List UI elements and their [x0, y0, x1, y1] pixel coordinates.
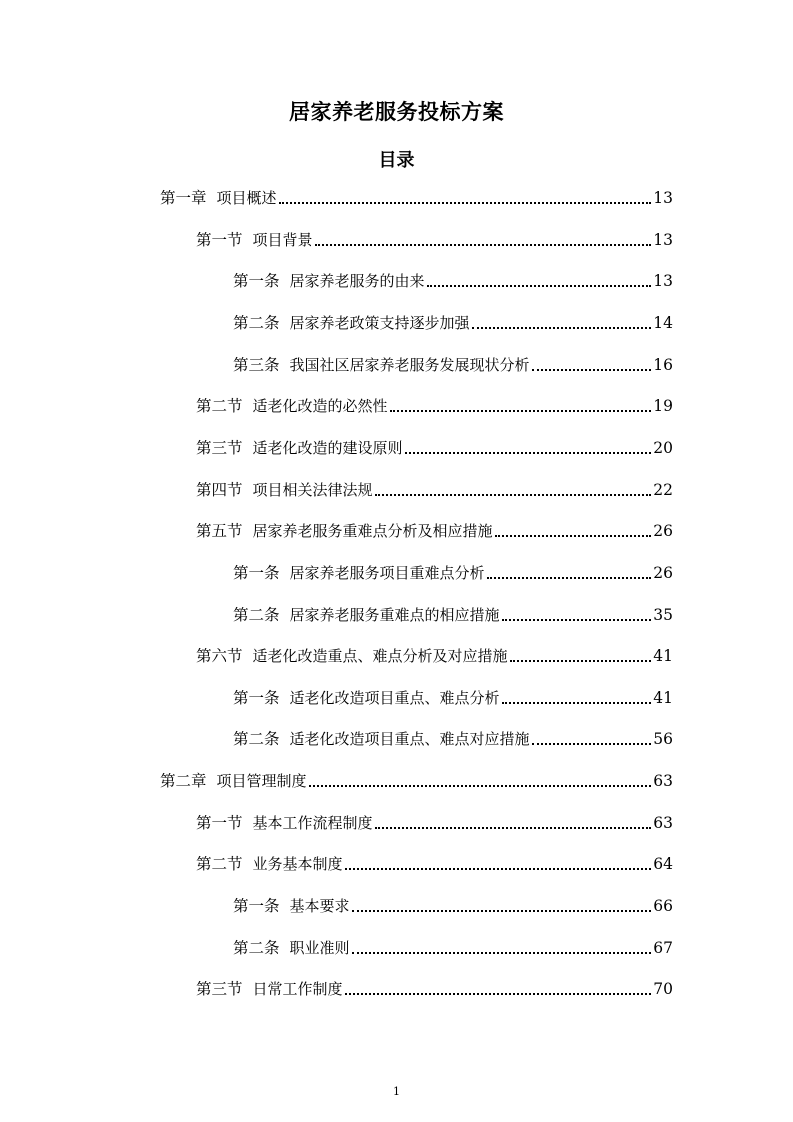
toc-entry-label [196, 645, 508, 667]
toc-entry-title: 居家养老服务项目重难点分析 [289, 564, 485, 582]
toc-entry-page: 22 [653, 481, 673, 499]
toc-dot-leader [390, 410, 652, 412]
toc-entry-page: 26 [653, 522, 673, 540]
toc-entry-title: 业务基本制度 [252, 855, 343, 873]
toc-entry[interactable] [233, 728, 673, 750]
toc-entry-label [160, 187, 277, 209]
toc-dot-leader [309, 785, 652, 787]
toc-entry-page: 64 [653, 855, 673, 873]
toc-entry-number: 第二章 [160, 772, 207, 790]
toc-dot-leader [345, 993, 652, 995]
toc-entry-label [233, 937, 350, 959]
toc-entry[interactable] [160, 770, 673, 792]
toc-dot-leader [502, 619, 652, 621]
toc-entry[interactable] [233, 562, 673, 584]
toc-entry-page: 41 [653, 647, 673, 665]
toc-entry-page: 66 [653, 897, 673, 915]
toc-entry-label [196, 853, 343, 875]
toc-entry-label [233, 270, 425, 292]
toc-entry-label [196, 479, 373, 501]
toc-entry-number: 第二条 [233, 606, 280, 624]
toc-entry[interactable] [233, 937, 673, 959]
toc-entry-page: 19 [653, 397, 673, 415]
toc-entry-label [233, 728, 530, 750]
toc-entry-number: 第一章 [160, 189, 207, 207]
toc-dot-leader [315, 244, 652, 246]
toc-dot-leader [405, 452, 652, 454]
toc-entry-page: 70 [653, 980, 673, 998]
toc-dot-leader [510, 660, 652, 662]
toc-entry[interactable] [233, 312, 673, 334]
toc-entry-number: 第三条 [233, 356, 280, 374]
toc-entry-title: 项目背景 [252, 231, 313, 249]
toc-entry[interactable] [196, 395, 673, 417]
toc-entry-page: 35 [653, 606, 673, 624]
toc-entry-number: 第二条 [233, 939, 280, 957]
toc-entry-page: 13 [653, 272, 673, 290]
toc-dot-leader [352, 952, 652, 954]
toc-entry[interactable] [160, 187, 673, 209]
toc-entry-page: 41 [653, 689, 673, 707]
toc-dot-leader [352, 910, 652, 912]
toc-entry-title: 项目相关法律法规 [252, 481, 373, 499]
toc-entry-label [196, 437, 403, 459]
toc-entry-number: 第五节 [196, 522, 243, 540]
toc-entry-page: 63 [653, 814, 673, 832]
toc-entry-label [233, 354, 530, 376]
toc-entry-title: 适老化改造重点、难点分析及对应措施 [252, 647, 508, 665]
toc-entry-page: 14 [653, 314, 673, 332]
toc-entry-number: 第一条 [233, 272, 280, 290]
toc-entry[interactable] [196, 812, 673, 834]
toc-entry[interactable] [196, 479, 673, 501]
toc-entry-label [196, 229, 313, 251]
toc-entry-page: 63 [653, 772, 673, 790]
toc-entry-number: 第一条 [233, 564, 280, 582]
toc-dot-leader [502, 702, 652, 704]
toc-entry-label [233, 312, 470, 334]
toc-dot-leader [472, 327, 652, 329]
toc-entry[interactable] [196, 229, 673, 251]
toc-entry-number: 第三节 [196, 980, 243, 998]
toc-dot-leader [375, 494, 652, 496]
toc-entry-label [233, 687, 500, 709]
toc-entry-number: 第一节 [196, 231, 243, 249]
toc-entry-title: 居家养老服务重难点分析及相应措施 [252, 522, 493, 540]
toc-entry-label [196, 978, 343, 1000]
toc-entry[interactable] [233, 687, 673, 709]
toc-entry-page: 67 [653, 939, 673, 957]
toc-entry-label [196, 812, 373, 834]
toc-dot-leader [375, 827, 652, 829]
toc-entry-label [160, 770, 307, 792]
toc-entry[interactable] [233, 354, 673, 376]
toc-entry-title: 基本要求 [289, 897, 350, 915]
toc-entry-page: 56 [653, 730, 673, 748]
page-number: 1 [393, 1085, 400, 1098]
toc-entry-title: 居家养老服务的由来 [289, 272, 425, 290]
toc-heading: 目录 [378, 150, 415, 171]
toc-entry-title: 项目概述 [216, 189, 277, 207]
toc-entry-number: 第四节 [196, 481, 243, 499]
toc-entry-page: 20 [653, 439, 673, 457]
toc-entry[interactable] [196, 645, 673, 667]
toc-dot-leader [279, 202, 652, 204]
toc-entry[interactable] [233, 895, 673, 917]
toc-dot-leader [532, 369, 652, 371]
toc-entry-title: 居家养老服务重难点的相应措施 [289, 606, 500, 624]
toc-entry[interactable] [196, 978, 673, 1000]
document-title: 居家养老服务投标方案 [289, 100, 504, 124]
toc-entry-title: 居家养老政策支持逐步加强 [289, 314, 470, 332]
toc-entry[interactable] [196, 437, 673, 459]
toc-entry-title: 项目管理制度 [216, 772, 307, 790]
toc-dot-leader [495, 535, 652, 537]
toc-dot-leader [427, 285, 652, 287]
toc-entry-title: 适老化改造项目重点、难点对应措施 [289, 730, 530, 748]
toc-entry-label [196, 395, 388, 417]
toc-entry-number: 第三节 [196, 439, 243, 457]
toc-entry-label [196, 520, 493, 542]
toc-entry-title: 日常工作制度 [252, 980, 343, 998]
toc-entry-number: 第二条 [233, 314, 280, 332]
toc-entry[interactable] [233, 604, 673, 626]
toc-entry-label [233, 604, 500, 626]
toc-entry-title: 我国社区居家养老服务发展现状分析 [289, 356, 530, 374]
toc-entry-number: 第一条 [233, 689, 280, 707]
toc-entry-number: 第二条 [233, 730, 280, 748]
toc-entry-number: 第二节 [196, 397, 243, 415]
toc-entry-label [233, 562, 485, 584]
toc-entry-number: 第二节 [196, 855, 243, 873]
toc-entry-title: 适老化改造的建设原则 [252, 439, 403, 457]
toc-entry-number: 第一节 [196, 814, 243, 832]
toc-entry-page: 26 [653, 564, 673, 582]
toc-entry-title: 适老化改造项目重点、难点分析 [289, 689, 500, 707]
toc-entry-page: 13 [653, 231, 673, 249]
toc-entry-title: 职业准则 [289, 939, 350, 957]
toc-entry[interactable] [196, 520, 673, 542]
toc-entry-title: 适老化改造的必然性 [252, 397, 388, 415]
toc-entry[interactable] [233, 270, 673, 292]
toc-dot-leader [487, 577, 652, 579]
toc-dot-leader [532, 743, 652, 745]
toc-entry[interactable] [196, 853, 673, 875]
toc-entry-page: 16 [653, 356, 673, 374]
toc-entry-title: 基本工作流程制度 [252, 814, 373, 832]
toc-entry-number: 第一条 [233, 897, 280, 915]
toc-entry-page: 13 [653, 189, 673, 207]
toc-entry-number: 第六节 [196, 647, 243, 665]
toc-dot-leader [345, 868, 652, 870]
toc-entry-label [233, 895, 350, 917]
